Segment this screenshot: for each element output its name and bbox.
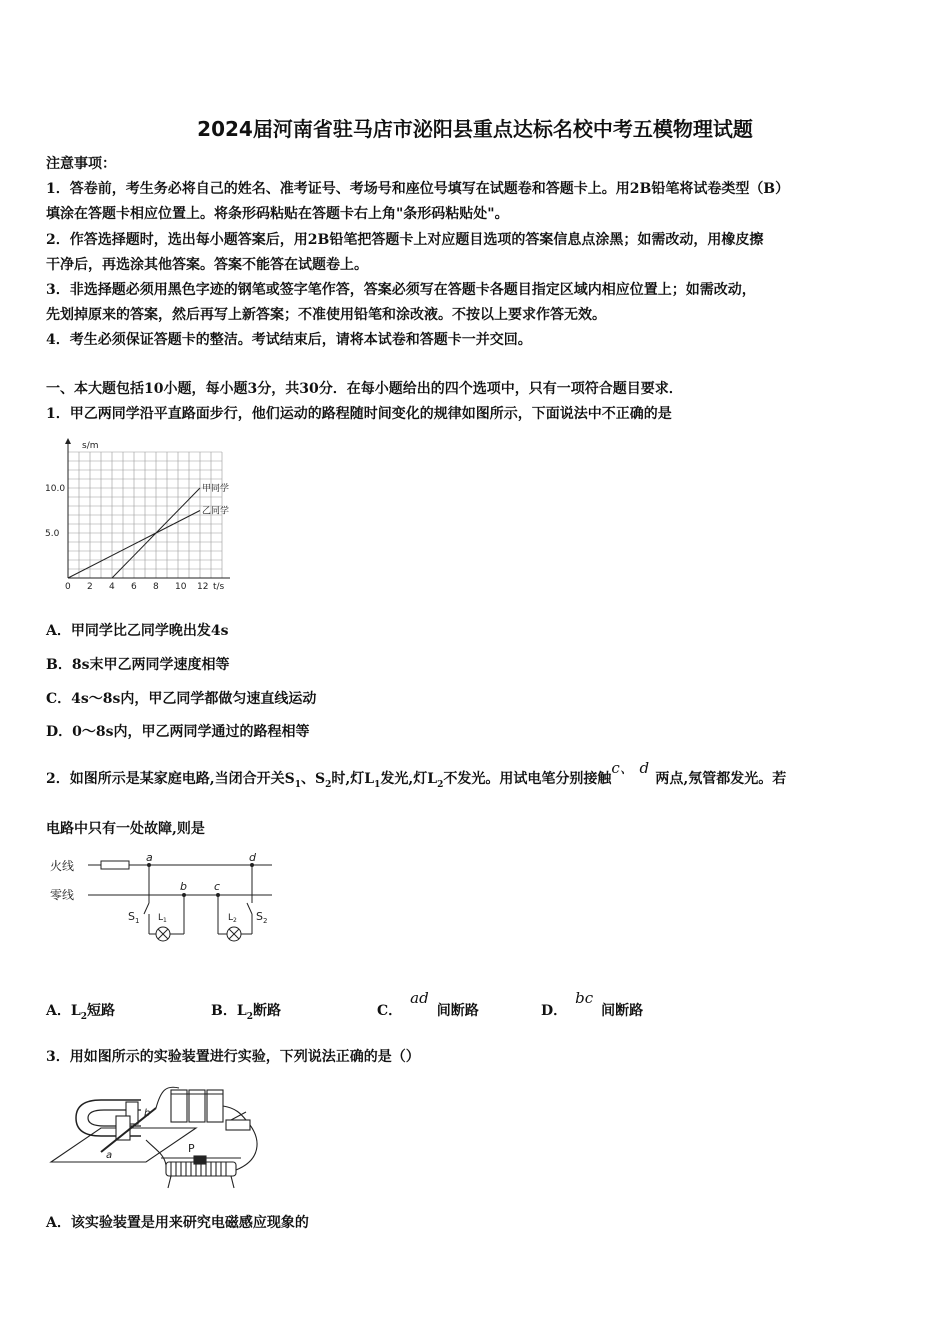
q2-option-a-text: A．L <box>46 1003 81 1019</box>
q2-option-b-text: B．L <box>211 1003 247 1019</box>
rheostat-slider <box>194 1156 206 1164</box>
q1-option-c[interactable]: C．4s～8s内，甲乙同学都做匀速直线运动 <box>46 691 317 707</box>
page-title: 2024届河南省驻马店市泌阳县重点达标名校中考五模物理试题 <box>197 117 753 141</box>
q2-stem <box>46 759 787 790</box>
q2-option-b-text: 断路 <box>252 1003 281 1019</box>
q2-option-c-math: ad <box>410 989 429 1007</box>
q2-sub: 2 <box>325 779 332 790</box>
q2-option-a-text: 短路 <box>86 1003 115 1019</box>
q2-stem-part: 发光,灯L <box>380 771 438 787</box>
x-tick-label: 2 <box>87 582 93 590</box>
q2-stem-part: 不发光。用试电笔分别接触 <box>443 771 612 787</box>
notice-line: 3．非选择题必须用黑色字迹的钢笔或签字笔作答，答案必须写在答题卡各题目指定区域内相应位置上；如需改动， <box>46 282 756 298</box>
point-b-label: b <box>180 880 187 893</box>
q3-option-a[interactable]: A．该实验装置是用来研究电磁感应现象的 <box>46 1215 309 1231</box>
q1-distance-time-chart <box>44 428 234 590</box>
q1-option-d[interactable]: D．0～8s内，甲乙两同学通过的路程相等 <box>46 724 310 740</box>
q2-option-c[interactable] <box>377 989 479 1020</box>
label-b: b <box>144 1108 151 1119</box>
x-axis-label: t/s <box>213 582 225 590</box>
section-heading: 一、本大题包括10小题，每小题3分，共30分．在每小题给出的四个选项中，只有一项符合题目要求． <box>46 381 683 397</box>
q3-apparatus-diagram <box>46 1080 271 1195</box>
notice-line: 2．作答选择题时，选出每小题答案后，用2B铅笔把答题卡上对应题目选项的答案信息点涂黑；如需改动，用橡皮擦 <box>46 232 764 248</box>
y-axis-arrow <box>65 438 71 444</box>
q2-stem-line2: 电路中只有一处故障,则是 <box>46 821 205 837</box>
q2-option-c-text: C． <box>377 1003 403 1019</box>
q2-option-d-math: bc <box>575 989 594 1007</box>
legend-label: 乙同学 <box>202 506 230 517</box>
q2-stem-part: 时,灯L <box>331 771 375 787</box>
q2-option-d[interactable] <box>541 989 644 1020</box>
q2-option-d-text: D． <box>541 1003 568 1019</box>
y-tick-label: 5.0 <box>45 529 60 539</box>
q2-stem-part: 、S <box>301 771 326 787</box>
x-tick-label: 12 <box>197 582 209 590</box>
q2-sub: 2 <box>437 779 444 790</box>
q2-sub: 1 <box>294 779 301 790</box>
label-a: a <box>106 1150 113 1161</box>
notice-heading: 注意事项： <box>46 156 116 172</box>
notice-line: 先划掉原来的答案，然后再写上新答案；不准使用铅笔和涂改液。不按以上要求作答无效。 <box>46 307 606 323</box>
q2-option-c-text: 间断路 <box>436 1003 479 1019</box>
x-tick-label: 10 <box>175 582 187 590</box>
s2-label: $S_2$ <box>256 910 268 925</box>
q2-stem-part: 2．如图所示是某家庭电路,当闭合开关S <box>46 771 295 787</box>
x-tick-label: 4 <box>109 582 115 590</box>
q2-stem-part: 两点,氖管都发光。若 <box>655 771 787 787</box>
switch-icon <box>226 1120 250 1130</box>
q2-option-a-sub: 2 <box>80 1011 87 1022</box>
y-tick-label: 10.0 <box>45 484 66 494</box>
q1-option-a[interactable]: A．甲同学比乙同学晚出发4s <box>46 623 229 639</box>
s1-label: $S_1$ <box>128 910 140 925</box>
chart-labels <box>45 441 229 590</box>
notice-line: 干净后，再选涂其他答案。答案不能答在试题卷上。 <box>46 257 368 273</box>
l2-label: $L_2$ <box>228 913 237 924</box>
chart-grid <box>68 452 222 578</box>
notice-line: 4．考生必须保证答题卡的整洁。考试结束后，请将本试卷和答题卡一并交回。 <box>46 332 532 348</box>
q2-sub: 1 <box>374 779 381 790</box>
y-axis-label: s/m <box>82 441 99 451</box>
label-p: P <box>188 1142 195 1155</box>
legend-label: 甲同学 <box>202 484 230 494</box>
battery-icon <box>171 1090 187 1122</box>
point-a-label: a <box>146 851 153 864</box>
live-wire-label: 火线 <box>50 859 75 873</box>
q1-option-b[interactable]: B．8s末甲乙两同学速度相等 <box>46 657 230 673</box>
neutral-wire-label: 零线 <box>50 888 75 902</box>
q2-option-d-text: 间断路 <box>601 1003 644 1019</box>
q2-option-b[interactable] <box>211 1000 281 1022</box>
x-tick-label: 6 <box>131 582 137 590</box>
switch-s1-icon <box>144 903 149 914</box>
notice-line: 填涂在答题卡相应位置上。将条形码粘贴在答题卡右上角"条形码粘贴处"。 <box>46 206 509 222</box>
switch-s2-icon <box>247 903 252 914</box>
q3-stem: 3．用如图所示的实验装置进行实验，下列说法正确的是（） <box>46 1049 420 1065</box>
point-c-label: c <box>214 880 221 893</box>
l1-label: $L_1$ <box>158 913 167 924</box>
q2-math-cd: c、 d <box>611 759 650 777</box>
point-d-label: d <box>249 851 256 864</box>
notice-line: 1．答卷前，考生务必将自己的姓名、准考证号、考场号和座位号填写在试题卷和答题卡上。用2B铅笔将试卷类型（B） <box>46 181 790 197</box>
x-tick-label: 0 <box>65 582 71 590</box>
q1-stem: 1．甲乙两同学沿平直路面步行，他们运动的路程随时间变化的规律如图所示，下面说法中不正确的是 <box>46 406 672 422</box>
q2-option-b-sub: 2 <box>246 1011 253 1022</box>
x-tick-label: 8 <box>153 582 159 590</box>
fuse-icon <box>101 861 129 869</box>
q2-option-a[interactable] <box>46 1000 115 1022</box>
q2-circuit-diagram <box>46 848 286 953</box>
